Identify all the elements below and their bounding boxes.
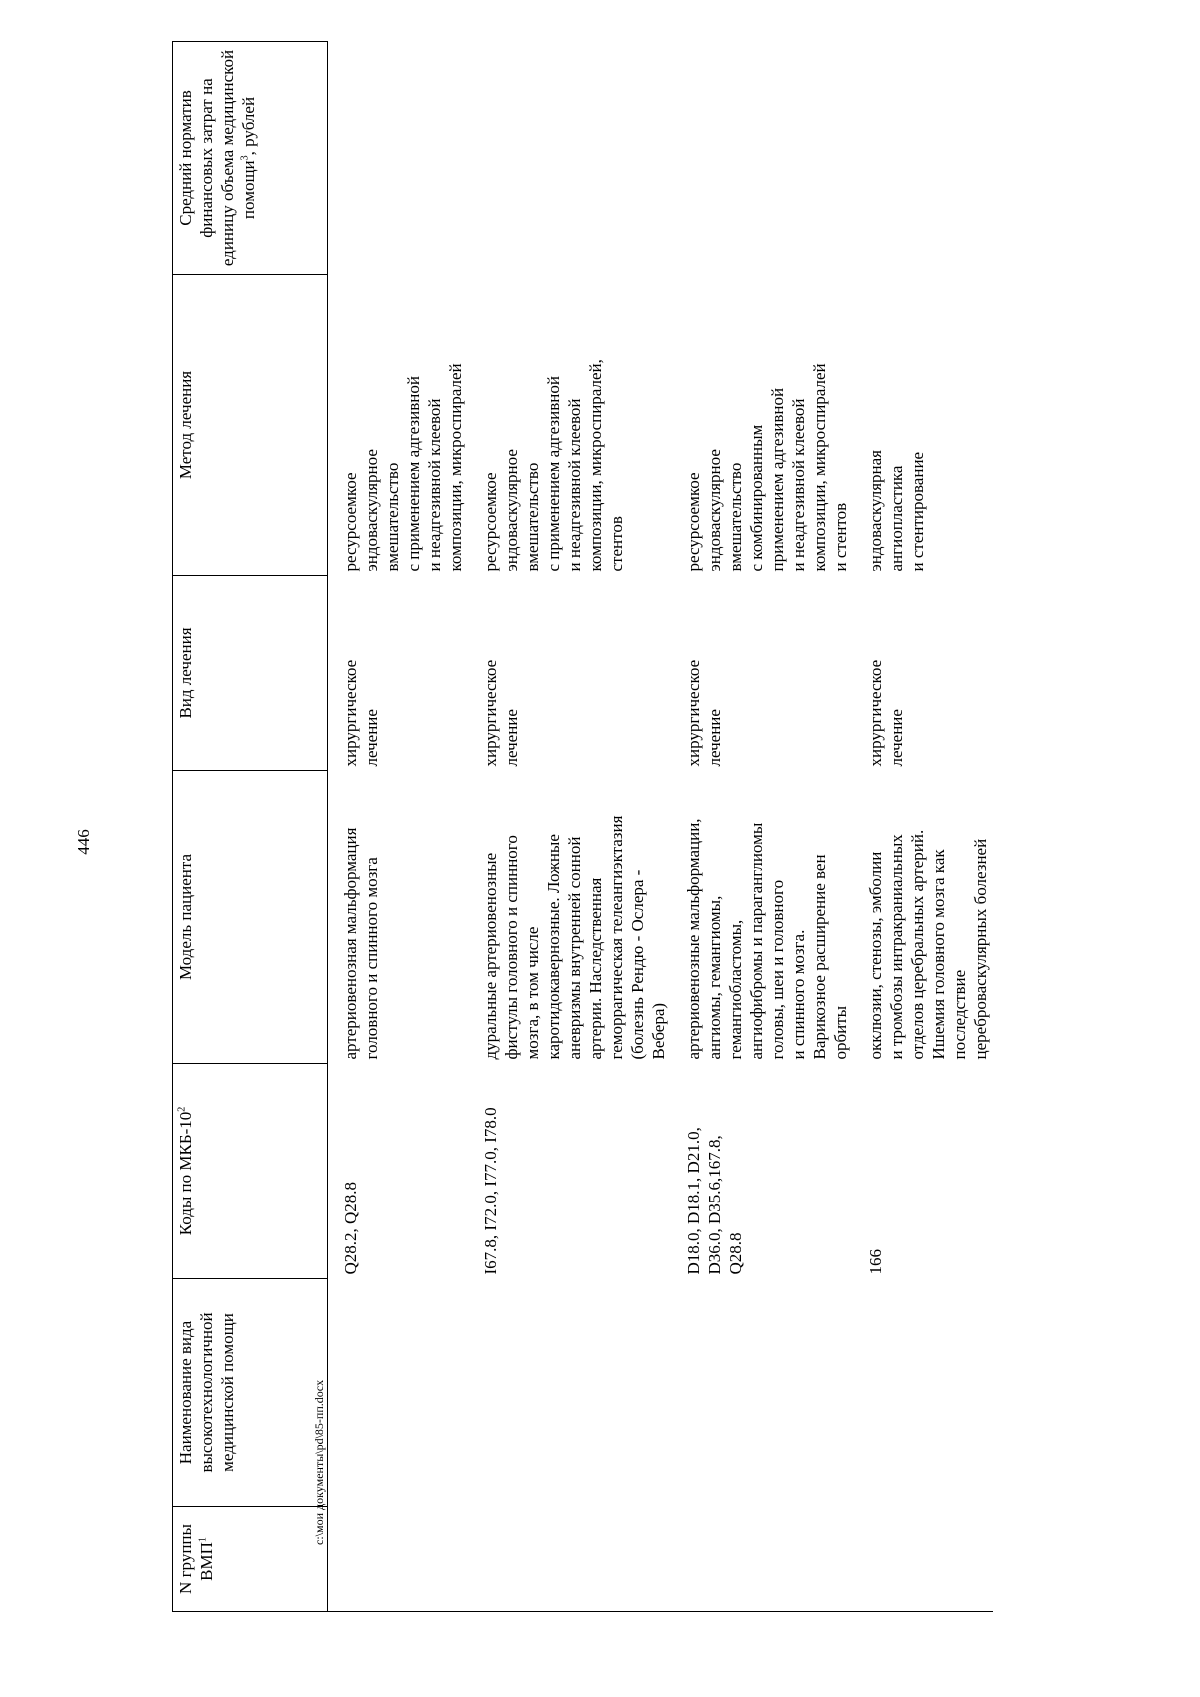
- table-row: [853, 42, 993, 1612]
- cell-cost: [853, 42, 993, 275]
- cell-model: окклюзии, стенозы, эмболии и тромбозы интракраниальных отделов церебральных артерий. Ишемия головного мозга как последствие цереброваскулярных болезней: [866, 829, 990, 1060]
- table-row: [328, 42, 469, 1612]
- page-number: 446: [74, 829, 93, 855]
- header-treatment-method: Метод лечения: [173, 275, 328, 576]
- header-group-number: N группы ВМП$^1$: [173, 1507, 328, 1612]
- cell-model: артериовенозная мальформация головного и спинного мозга: [341, 827, 381, 1060]
- cell-group: [853, 1507, 993, 1612]
- cell-name: [468, 1279, 671, 1507]
- cell-treatment-type: хирургическое лечение: [481, 659, 521, 767]
- table-header-row: [173, 42, 328, 1612]
- cell-method: ресурсоемкое эндоваскулярное вмешательство с применением адгезивной и неадгезивной клеевой композиции, микроспиралей, стентов: [481, 359, 626, 572]
- cell-model: артериовенозные мальформации, ангиомы, гемангиомы, гемангиобластомы, ангиофибромы и параганглиомы головы, шеи и головного и спинного мозга. Варикозное расширение вен орбиты: [684, 818, 850, 1060]
- cell-codes: I67.8, I72.0, I77.0, I78.0: [481, 1107, 500, 1275]
- cell-treatment-type: хирургическое лечение: [341, 659, 381, 767]
- cell-model: дуральные артериовенозные фистулы головного и спинного мозга, в том числе каротидокавернозные. Ложные аневризмы внутренней сонной артерии. Наследственная геморрагическая телеангиэктазия (болезнь Рендю - Ослера - Вебера): [481, 815, 668, 1060]
- header-average-cost: Средний норматив финансовых затрат на единицу объема медицинской помощи$^3$, рублей: [173, 42, 328, 275]
- cell-method: ресурсоемкое эндоваскулярное вмешательство с применением адгезивной и неадгезивной клеевой композиции, микроспиралей: [341, 363, 465, 572]
- table-row: [468, 42, 671, 1612]
- header-treatment-type: Вид лечения: [173, 576, 328, 771]
- header-icd-codes: Коды по МКБ-$10^2$: [173, 1064, 328, 1279]
- cell-cost: [671, 42, 853, 275]
- header-care-type-name: Наименование вида высокотехнологичной медицинской помощи: [173, 1279, 328, 1507]
- footer-file-path: c:\мои документы\pd\85-пп.docx: [312, 1379, 326, 1545]
- cell-codes: 166: [866, 1249, 885, 1275]
- vmp-table: [172, 41, 993, 1612]
- cell-treatment-type: хирургическое лечение: [866, 659, 906, 767]
- table-row: [671, 42, 853, 1612]
- cell-cost: [328, 42, 469, 275]
- cell-codes: Q28.2, Q28.8: [341, 1181, 360, 1275]
- cell-method: ресурсоемкое эндоваскулярное вмешательство с комбинированным применением адгезивной и неадгезивной клеевой композиции, микроспиралей и стентов: [684, 363, 850, 572]
- header-patient-model: Модель пациента: [173, 771, 328, 1064]
- cell-name: [853, 1279, 993, 1507]
- cell-codes: D18.0, D18.1, D21.0, D36.0, D35.6,167.8, Q28.8: [684, 1127, 745, 1275]
- cell-name: [671, 1279, 853, 1507]
- cell-name: [328, 1279, 469, 1507]
- cell-method: эндоваскулярная ангиопластика и стентирование: [866, 450, 927, 572]
- cell-cost: [468, 42, 671, 275]
- cell-group: [328, 1507, 469, 1612]
- cell-treatment-type: хирургическое лечение: [684, 659, 724, 767]
- cell-group: [468, 1507, 671, 1612]
- cell-group: [671, 1507, 853, 1612]
